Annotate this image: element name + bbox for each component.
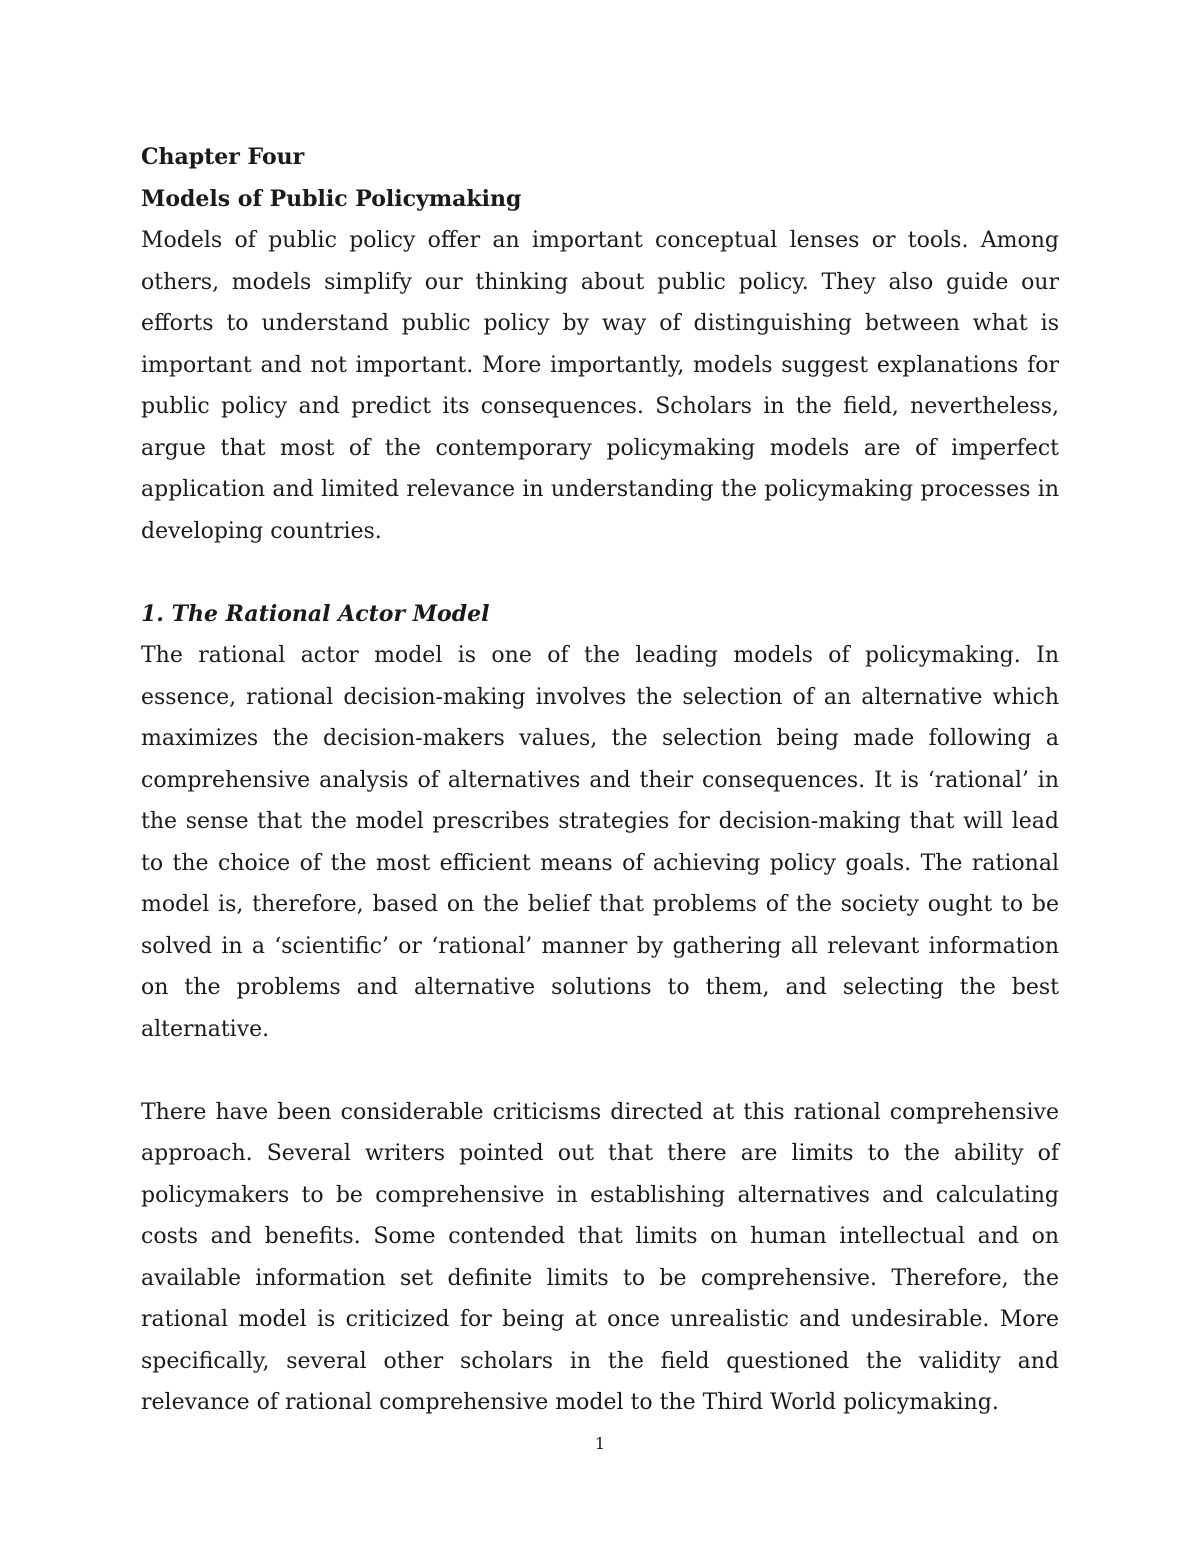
chapter-subtitle: Models of Public Policymaking [141,185,522,212]
page-number: 1 [594,1434,606,1453]
rational-model-paragraph: The rational actor model is one of the leading models of policymaking. In essence, rational decision-making involves the selection of an alternative which maximizes the decision-makers values, the selection being made following a comprehensive analysis of alternatives and their consequences. It is ‘rational’ in the sense that the model prescribes strategies for decision-making that will lead to the choice of the most efficient means of achieving policy goals. The rational model is, therefore, based on the belief that problems of the society ought to be solved in a ‘scientific’ or ‘rational’ manner by gathering all relevant information on the problems and alternative solutions to them, and selecting the best alternative. [141,643,1059,1042]
chapter-title: Chapter Four [141,144,305,170]
document-page [141,137,1059,1424]
intro-paragraph: Models of public policy offer an important conceptual lenses or tools. Among others, models simplify our thinking about public policy. They also guide our efforts to understand public policy by way of distinguishing between what is important and not important. More importantly, models suggest explanations for public policy and predict its consequences. Scholars in the field, nevertheless, argue that most of the contemporary policymaking models are of imperfect application and limited relevance in understanding the policymaking processes in developing countries. [141,228,1059,544]
section-heading: 1. The Rational Actor Model [141,600,490,627]
paragraph-spacer [141,1050,1059,1092]
paragraph-spacer [141,552,1059,594]
criticism-paragraph: There have been considerable criticisms directed at this rational comprehensive approach. Several writers pointed out that there are limits to the ability of policymakers to be comprehensive in establishing alternatives and calculating costs and benefits. Some contended that limits on human intellectual and on available information set definite limits to be comprehensive. Therefore, the rational model is criticized for being at once unrealistic and undesirable. More specifically, several other scholars in the field questioned the validity and relevance of rational comprehensive model to the Third World policymaking. [141,1099,1059,1415]
